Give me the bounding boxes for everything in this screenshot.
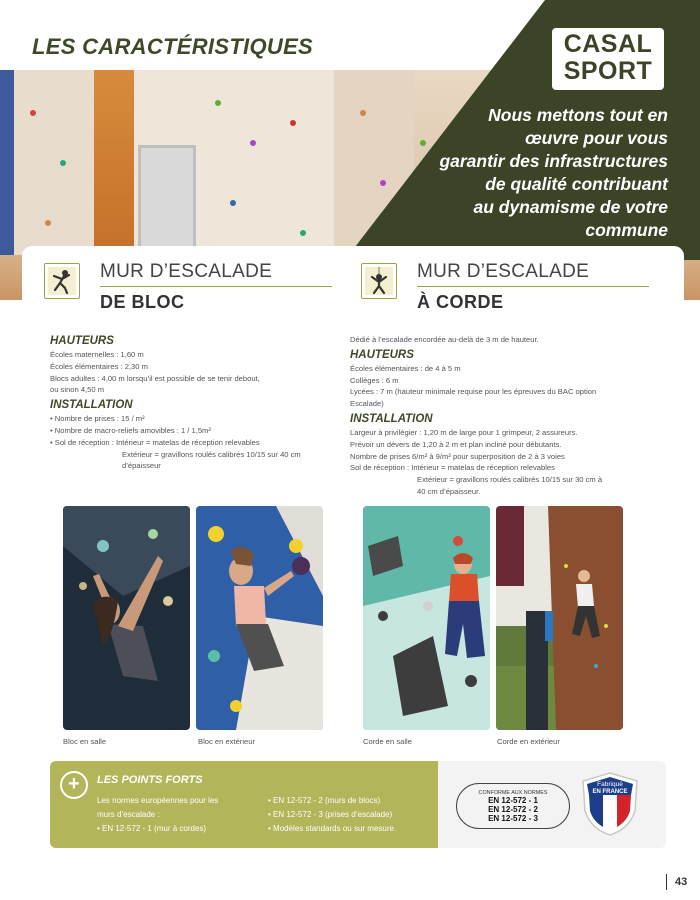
points-forts-col2: • EN 12-572 - 2 (murs de blocs) • EN 12-572 - 3 (prises d’escalade) • Modèles standards ou sur mesure.	[268, 796, 397, 833]
casal-sport-logo: CASAL SPORT	[552, 28, 664, 90]
points-forts-title: LES POINTS FORTS	[97, 774, 203, 786]
photo-corde-salle	[363, 506, 490, 730]
plus-icon: +	[60, 771, 88, 799]
bloc-header: MUR D’ESCALADE DE BLOC	[44, 248, 334, 312]
caption-corde-salle: Corde en salle	[363, 737, 412, 746]
corde-text: Dédié à l’escalade encordée au-delà de 3 m de hauteur. HAUTEURS Écoles élémentaires : de 4 à 5 m Collèges : 6 m Lycées : 7 m (hauteur minimale requise pour les épreuves du BAC option Escalade) INSTALLATION Largeur à privilégier : 1,20 m de large pour 1 grimpeur, 2 assureurs. Prévoir un dévers de 1,20 à 2 m et plan incliné pour débutants. Nombre de prises 6/m² à 9/m² pour superposition de 2 à 3 voies Sol de réception : Intérieur = matelas de réception relevables Extérieur = gravillons roulés calibrés 10/15 sur 30 cm à 40 cm d’épaisseur.	[350, 335, 603, 496]
svg-text:Fabriqué: Fabriqué	[597, 781, 623, 788]
norms-badge: CONFORME AUX NORMES EN 12-572 - 1 EN 12-572 - 2 EN 12-572 - 3	[456, 783, 570, 829]
caption-corde-exterieur: Corde en extérieur	[497, 737, 560, 746]
page-number: 43	[666, 874, 687, 890]
caption-bloc-salle: Bloc en salle	[63, 737, 107, 746]
made-in-france-badge	[579, 771, 641, 837]
bloc-text: HAUTEURS Écoles maternelles : 1,60 m Écoles élémentaires : 2,30 m Blocs adultes : 4,00 m lorsqu’il est possible de se tenir debout, ou sinon 4,50 m INSTALLATION • Nombre de prises : 15 / m² • Nombre de macro-reliefs amovibles : 1 / 1,5m² • Sol de réception : Intérieur = matelas de réception relevables Extérieur = gravillons roulés calibrés 10/15 sur 40 cm d’épaisseur	[50, 335, 301, 471]
rope-climber-icon	[361, 263, 397, 299]
points-forts-col1: Les normes européennes pour les murs d’escalade : • EN 12-572 - 1 (mur à cordes)	[97, 796, 219, 833]
points-forts	[50, 761, 438, 848]
photo-bloc-salle	[63, 506, 190, 730]
page-title: LES CARACTÉRISTIQUES	[32, 34, 314, 59]
svg-text:EN FRANCE: EN FRANCE	[592, 789, 628, 795]
corde-header: MUR D’ESCALADE À CORDE	[361, 248, 651, 312]
photo-bloc-exterieur	[196, 506, 323, 730]
climber-icon	[44, 263, 80, 299]
slogan: Nous mettons tout en œuvre pour vous garantir des infrastructures de qualité contribuant au dynamisme de votre commune	[439, 105, 668, 240]
caption-bloc-exterieur: Bloc en extérieur	[198, 737, 255, 746]
photo-corde-exterieur	[496, 506, 623, 730]
